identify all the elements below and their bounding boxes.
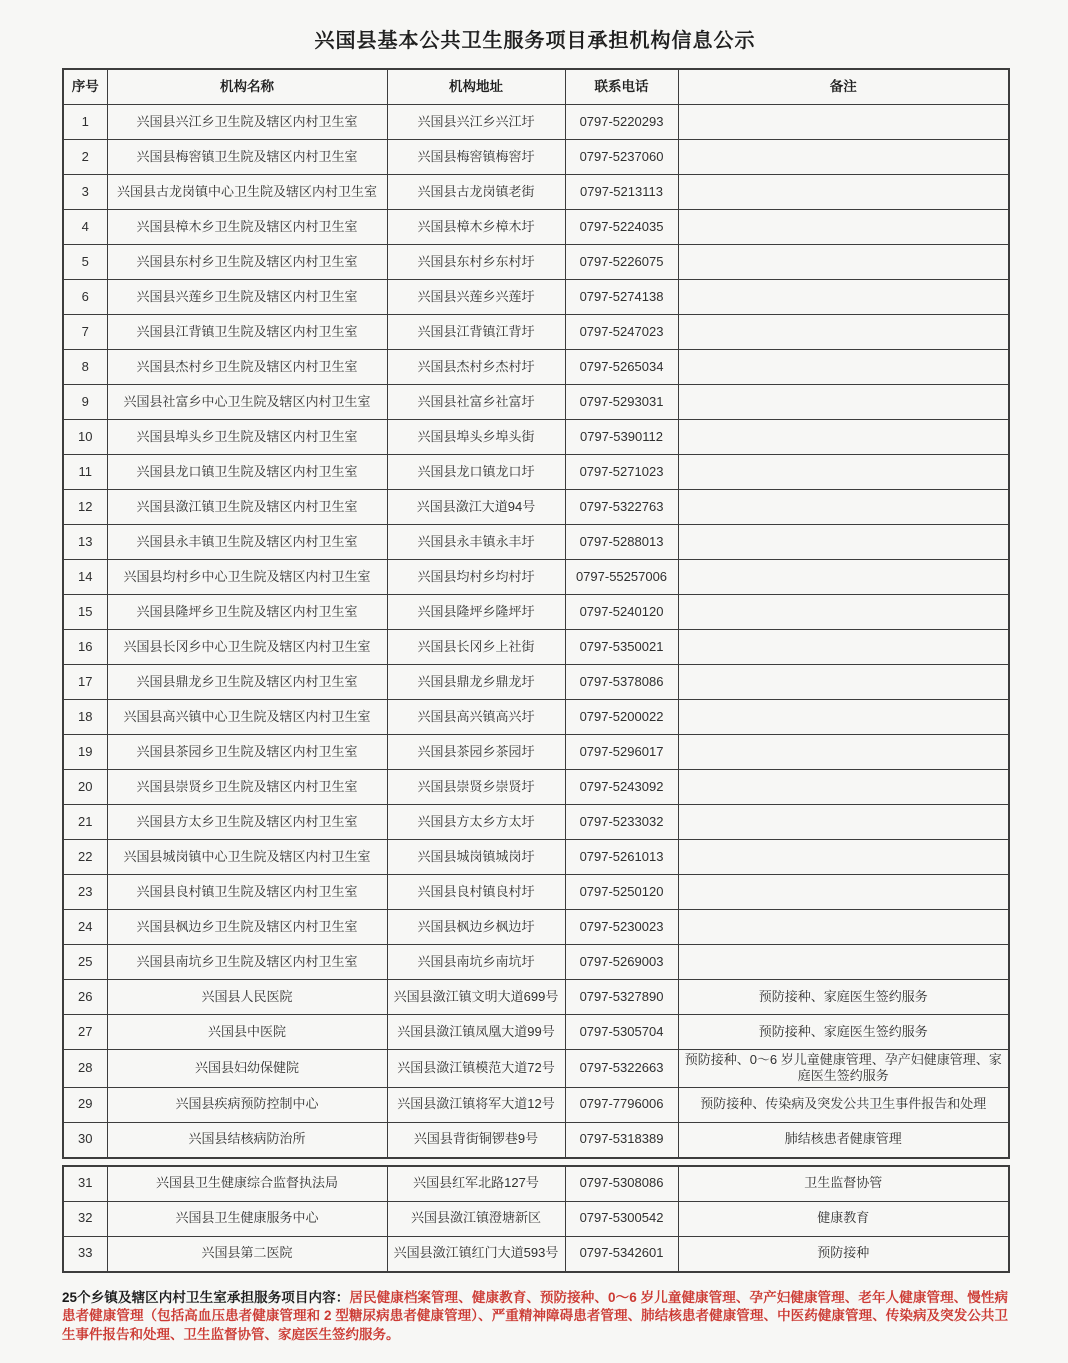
cell-address: 兴国县潋江大道94号 xyxy=(387,490,565,525)
cell-phone: 0797-5250120 xyxy=(565,875,678,910)
cell-remark xyxy=(678,770,1009,805)
cell-name: 兴国县隆坪乡卫生院及辖区内村卫生室 xyxy=(107,595,387,630)
cell-name: 兴国县中医院 xyxy=(107,1015,387,1050)
table-row xyxy=(63,420,1009,455)
cell-index: 11 xyxy=(63,455,107,490)
table-row xyxy=(63,385,1009,420)
cell-remark xyxy=(678,560,1009,595)
cell-remark xyxy=(678,595,1009,630)
cell-name: 兴国县卫生健康综合监督执法局 xyxy=(107,1166,387,1202)
cell-index: 16 xyxy=(63,630,107,665)
cell-phone: 0797-5230023 xyxy=(565,910,678,945)
cell-name: 兴国县疾病预防控制中心 xyxy=(107,1087,387,1122)
cell-remark xyxy=(678,315,1009,350)
cell-remark xyxy=(678,735,1009,770)
cell-address: 兴国县古龙岗镇老街 xyxy=(387,175,565,210)
cell-remark xyxy=(678,945,1009,980)
cell-index: 15 xyxy=(63,595,107,630)
cell-index: 8 xyxy=(63,350,107,385)
cell-remark xyxy=(678,140,1009,175)
header-index: 序号 xyxy=(63,69,107,105)
cell-address: 兴国县潋江镇凤凰大道99号 xyxy=(387,1015,565,1050)
cell-phone: 0797-5327890 xyxy=(565,980,678,1015)
cell-remark: 预防接种、家庭医生签约服务 xyxy=(678,1015,1009,1050)
cell-remark xyxy=(678,420,1009,455)
cell-address: 兴国县茶园乡茶园圩 xyxy=(387,735,565,770)
table-row xyxy=(63,945,1009,980)
cell-name: 兴国县结核病防治所 xyxy=(107,1122,387,1158)
cell-phone: 0797-5342601 xyxy=(565,1236,678,1272)
cell-address: 兴国县永丰镇永丰圩 xyxy=(387,525,565,560)
cell-phone: 0797-55257006 xyxy=(565,560,678,595)
cell-index: 19 xyxy=(63,735,107,770)
footer-content: 居民健康档案管理、健康教育、预防接种、0～6 岁儿童健康管理、孕产妇健康管理、老年人健康管理、慢性病患者健康管理（包括高血压患者健康管理和 2 型糖尿病患者健康管理）、严重精神障碍患者管理、肺结核患者健康管理、中医药健康管理、传染病及突发公共卫生事件报告和处理、卫生监督协管、家庭医生签约服务。 xyxy=(62,1289,1009,1343)
cell-remark: 健康教育 xyxy=(678,1201,1009,1236)
cell-name: 兴国县兴莲乡卫生院及辖区内村卫生室 xyxy=(107,280,387,315)
cell-phone: 0797-5300542 xyxy=(565,1201,678,1236)
cell-phone: 0797-5233032 xyxy=(565,805,678,840)
cell-address: 兴国县潋江镇将军大道12号 xyxy=(387,1087,565,1122)
cell-phone: 0797-5247023 xyxy=(565,315,678,350)
cell-phone: 0797-5288013 xyxy=(565,525,678,560)
cell-name: 兴国县枫边乡卫生院及辖区内村卫生室 xyxy=(107,910,387,945)
cell-phone: 0797-5296017 xyxy=(565,735,678,770)
cell-address: 兴国县埠头乡埠头街 xyxy=(387,420,565,455)
cell-name: 兴国县良村镇卫生院及辖区内村卫生室 xyxy=(107,875,387,910)
cell-name: 兴国县龙口镇卫生院及辖区内村卫生室 xyxy=(107,455,387,490)
cell-index: 24 xyxy=(63,910,107,945)
cell-index: 5 xyxy=(63,245,107,280)
cell-phone: 0797-5274138 xyxy=(565,280,678,315)
table-row xyxy=(63,350,1009,385)
cell-index: 26 xyxy=(63,980,107,1015)
cell-name: 兴国县城岗镇中心卫生院及辖区内村卫生室 xyxy=(107,840,387,875)
cell-index: 31 xyxy=(63,1166,107,1202)
cell-phone: 0797-5350021 xyxy=(565,630,678,665)
cell-name: 兴国县杰村乡卫生院及辖区内村卫生室 xyxy=(107,350,387,385)
cell-name: 兴国县古龙岗镇中心卫生院及辖区内村卫生室 xyxy=(107,175,387,210)
institutions-table xyxy=(62,68,1010,1159)
table-row xyxy=(63,280,1009,315)
table-row xyxy=(63,805,1009,840)
cell-index: 9 xyxy=(63,385,107,420)
cell-phone: 0797-5305704 xyxy=(565,1015,678,1050)
cell-phone: 0797-5269003 xyxy=(565,945,678,980)
cell-index: 7 xyxy=(63,315,107,350)
cell-remark xyxy=(678,350,1009,385)
cell-index: 1 xyxy=(63,105,107,140)
cell-address: 兴国县鼎龙乡鼎龙圩 xyxy=(387,665,565,700)
table-row xyxy=(63,1166,1009,1202)
cell-address: 兴国县潋江镇模范大道72号 xyxy=(387,1050,565,1088)
cell-name: 兴国县梅窖镇卫生院及辖区内村卫生室 xyxy=(107,140,387,175)
cell-address: 兴国县红军北路127号 xyxy=(387,1166,565,1202)
cell-remark: 卫生监督协管 xyxy=(678,1166,1009,1202)
cell-remark xyxy=(678,875,1009,910)
cell-index: 20 xyxy=(63,770,107,805)
cell-address: 兴国县兴莲乡兴莲圩 xyxy=(387,280,565,315)
table-row xyxy=(63,1201,1009,1236)
cell-address: 兴国县背街铜锣巷9号 xyxy=(387,1122,565,1158)
cell-phone: 0797-5220293 xyxy=(565,105,678,140)
table-header-row xyxy=(63,69,1009,105)
cell-name: 兴国县均村乡中心卫生院及辖区内村卫生室 xyxy=(107,560,387,595)
cell-remark: 预防接种、0～6 岁儿童健康管理、孕产妇健康管理、家庭医生签约服务 xyxy=(678,1050,1009,1088)
cell-address: 兴国县均村乡均村圩 xyxy=(387,560,565,595)
cell-phone: 0797-5318389 xyxy=(565,1122,678,1158)
cell-phone: 0797-5271023 xyxy=(565,455,678,490)
cell-remark xyxy=(678,385,1009,420)
cell-index: 4 xyxy=(63,210,107,245)
cell-phone: 0797-5322763 xyxy=(565,490,678,525)
cell-remark xyxy=(678,700,1009,735)
table-row xyxy=(63,175,1009,210)
cell-remark xyxy=(678,630,1009,665)
cell-phone: 0797-5322663 xyxy=(565,1050,678,1088)
cell-address: 兴国县方太乡方太圩 xyxy=(387,805,565,840)
cell-index: 27 xyxy=(63,1015,107,1050)
table-row xyxy=(63,875,1009,910)
cell-remark xyxy=(678,210,1009,245)
table-row xyxy=(63,560,1009,595)
cell-remark: 预防接种 xyxy=(678,1236,1009,1272)
cell-address: 兴国县隆坪乡隆坪圩 xyxy=(387,595,565,630)
cell-index: 25 xyxy=(63,945,107,980)
cell-address: 兴国县兴江乡兴江圩 xyxy=(387,105,565,140)
cell-phone: 0797-5293031 xyxy=(565,385,678,420)
cell-address: 兴国县潋江镇红门大道593号 xyxy=(387,1236,565,1272)
cell-remark xyxy=(678,175,1009,210)
header-remark: 备注 xyxy=(678,69,1009,105)
cell-name: 兴国县兴江乡卫生院及辖区内村卫生室 xyxy=(107,105,387,140)
cell-address: 兴国县龙口镇龙口圩 xyxy=(387,455,565,490)
cell-name: 兴国县人民医院 xyxy=(107,980,387,1015)
table-row xyxy=(63,210,1009,245)
cell-phone: 0797-5308086 xyxy=(565,1166,678,1202)
cell-address: 兴国县城岗镇城岗圩 xyxy=(387,840,565,875)
cell-address: 兴国县杰村乡杰村圩 xyxy=(387,350,565,385)
cell-phone: 0797-5243092 xyxy=(565,770,678,805)
cell-index: 21 xyxy=(63,805,107,840)
table-row xyxy=(63,980,1009,1015)
cell-remark xyxy=(678,840,1009,875)
cell-name: 兴国县潋江镇卫生院及辖区内村卫生室 xyxy=(107,490,387,525)
cell-phone: 0797-5226075 xyxy=(565,245,678,280)
cell-remark xyxy=(678,455,1009,490)
cell-phone: 0797-5240120 xyxy=(565,595,678,630)
cell-name: 兴国县社富乡中心卫生院及辖区内村卫生室 xyxy=(107,385,387,420)
cell-index: 22 xyxy=(63,840,107,875)
cell-index: 23 xyxy=(63,875,107,910)
cell-remark xyxy=(678,665,1009,700)
cell-address: 兴国县长冈乡上社街 xyxy=(387,630,565,665)
cell-remark xyxy=(678,490,1009,525)
table-row xyxy=(63,630,1009,665)
cell-remark xyxy=(678,280,1009,315)
footer-note xyxy=(62,1289,1008,1346)
table-row xyxy=(63,105,1009,140)
cell-name: 兴国县樟木乡卫生院及辖区内村卫生室 xyxy=(107,210,387,245)
table-row xyxy=(63,770,1009,805)
footer-label: 25个乡镇及辖区内村卫生室承担服务项目内容： xyxy=(62,1289,350,1305)
table-row xyxy=(63,315,1009,350)
cell-name: 兴国县永丰镇卫生院及辖区内村卫生室 xyxy=(107,525,387,560)
cell-index: 13 xyxy=(63,525,107,560)
table-row xyxy=(63,840,1009,875)
table-row xyxy=(63,525,1009,560)
table-row xyxy=(63,1236,1009,1272)
cell-name: 兴国县江背镇卫生院及辖区内村卫生室 xyxy=(107,315,387,350)
table-row xyxy=(63,245,1009,280)
cell-remark: 肺结核患者健康管理 xyxy=(678,1122,1009,1158)
table-row xyxy=(63,665,1009,700)
cell-remark xyxy=(678,245,1009,280)
cell-address: 兴国县社富乡社富圩 xyxy=(387,385,565,420)
cell-phone: 0797-5237060 xyxy=(565,140,678,175)
cell-index: 6 xyxy=(63,280,107,315)
cell-index: 12 xyxy=(63,490,107,525)
cell-phone: 0797-5378086 xyxy=(565,665,678,700)
cell-name: 兴国县高兴镇中心卫生院及辖区内村卫生室 xyxy=(107,700,387,735)
cell-name: 兴国县妇幼保健院 xyxy=(107,1050,387,1088)
cell-address: 兴国县潋江镇文明大道699号 xyxy=(387,980,565,1015)
cell-remark xyxy=(678,805,1009,840)
table-row xyxy=(63,700,1009,735)
cell-phone: 0797-5224035 xyxy=(565,210,678,245)
header-address: 机构地址 xyxy=(387,69,565,105)
cell-index: 28 xyxy=(63,1050,107,1088)
cell-remark xyxy=(678,910,1009,945)
cell-name: 兴国县南坑乡卫生院及辖区内村卫生室 xyxy=(107,945,387,980)
cell-remark xyxy=(678,105,1009,140)
cell-address: 兴国县良村镇良村圩 xyxy=(387,875,565,910)
cell-name: 兴国县卫生健康服务中心 xyxy=(107,1201,387,1236)
cell-index: 29 xyxy=(63,1087,107,1122)
cell-name: 兴国县埠头乡卫生院及辖区内村卫生室 xyxy=(107,420,387,455)
table-row xyxy=(63,1087,1009,1122)
cell-address: 兴国县东村乡东村圩 xyxy=(387,245,565,280)
cell-name: 兴国县第二医院 xyxy=(107,1236,387,1272)
table-row xyxy=(63,1015,1009,1050)
institutions-table-continued xyxy=(62,1165,1010,1273)
table-row xyxy=(63,1122,1009,1158)
cell-index: 17 xyxy=(63,665,107,700)
header-name: 机构名称 xyxy=(107,69,387,105)
cell-phone: 0797-5261013 xyxy=(565,840,678,875)
cell-index: 2 xyxy=(63,140,107,175)
cell-phone: 0797-5213113 xyxy=(565,175,678,210)
table-row xyxy=(63,455,1009,490)
cell-phone: 0797-5200022 xyxy=(565,700,678,735)
cell-name: 兴国县鼎龙乡卫生院及辖区内村卫生室 xyxy=(107,665,387,700)
cell-name: 兴国县崇贤乡卫生院及辖区内村卫生室 xyxy=(107,770,387,805)
cell-name: 兴国县东村乡卫生院及辖区内村卫生室 xyxy=(107,245,387,280)
cell-phone: 0797-5265034 xyxy=(565,350,678,385)
cell-index: 18 xyxy=(63,700,107,735)
header-phone: 联系电话 xyxy=(565,69,678,105)
cell-address: 兴国县潋江镇澄塘新区 xyxy=(387,1201,565,1236)
cell-index: 14 xyxy=(63,560,107,595)
cell-remark: 预防接种、家庭医生签约服务 xyxy=(678,980,1009,1015)
cell-phone: 0797-7796006 xyxy=(565,1087,678,1122)
table-row xyxy=(63,490,1009,525)
cell-phone: 0797-5390112 xyxy=(565,420,678,455)
cell-index: 3 xyxy=(63,175,107,210)
table-row xyxy=(63,140,1009,175)
cell-remark xyxy=(678,525,1009,560)
cell-address: 兴国县江背镇江背圩 xyxy=(387,315,565,350)
cell-address: 兴国县枫边乡枫边圩 xyxy=(387,910,565,945)
table-row xyxy=(63,910,1009,945)
cell-index: 32 xyxy=(63,1201,107,1236)
cell-address: 兴国县高兴镇高兴圩 xyxy=(387,700,565,735)
cell-name: 兴国县方太乡卫生院及辖区内村卫生室 xyxy=(107,805,387,840)
page-title: 兴国县基本公共卫生服务项目承担机构信息公示 xyxy=(314,30,756,52)
cell-address: 兴国县崇贤乡崇贤圩 xyxy=(387,770,565,805)
cell-address: 兴国县梅窖镇梅窖圩 xyxy=(387,140,565,175)
table-row xyxy=(63,735,1009,770)
cell-index: 33 xyxy=(63,1236,107,1272)
cell-address: 兴国县南坑乡南坑圩 xyxy=(387,945,565,980)
cell-index: 10 xyxy=(63,420,107,455)
cell-name: 兴国县茶园乡卫生院及辖区内村卫生室 xyxy=(107,735,387,770)
cell-remark: 预防接种、传染病及突发公共卫生事件报告和处理 xyxy=(678,1087,1009,1122)
cell-name: 兴国县长冈乡中心卫生院及辖区内村卫生室 xyxy=(107,630,387,665)
table-row xyxy=(63,595,1009,630)
cell-index: 30 xyxy=(63,1122,107,1158)
cell-address: 兴国县樟木乡樟木圩 xyxy=(387,210,565,245)
table-row xyxy=(63,1050,1009,1088)
